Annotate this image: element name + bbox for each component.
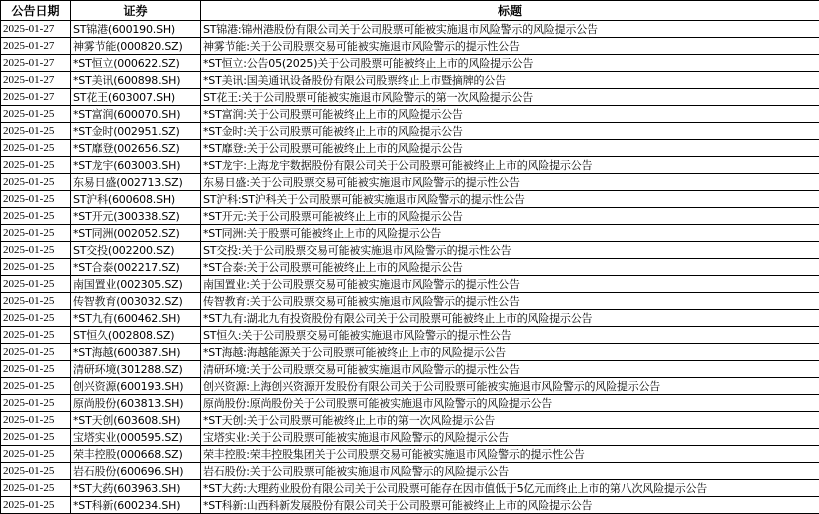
cell-date: 2025-01-25 (1, 242, 71, 259)
cell-title: 神雾节能:关于公司股票交易可能被实施退市风险警示的提示性公告 (201, 38, 819, 55)
header-row (1, 1, 819, 21)
cell-title: *ST龙宇:上海龙宇数据股份有限公司关于公司股票可能被终止上市的风险提示公告 (201, 157, 819, 174)
cell-date: 2025-01-27 (1, 55, 71, 72)
cell-security: ST花王(603007.SH) (71, 89, 201, 106)
cell-security: 荣丰控股(000668.SZ) (71, 446, 201, 463)
cell-date: 2025-01-25 (1, 378, 71, 395)
cell-title: ST锦港:锦州港股份有限公司关于公司股票可能被实施退市风险警示的风险提示公告 (201, 21, 819, 38)
cell-security: 宝塔实业(000595.SZ) (71, 429, 201, 446)
cell-title: 东易日盛:关于公司股票交易可能被实施退市风险警示的提示性公告 (201, 174, 819, 191)
cell-date: 2025-01-27 (1, 21, 71, 38)
cell-date: 2025-01-27 (1, 38, 71, 55)
table-row (1, 242, 819, 259)
cell-security: *ST同洲(002052.SZ) (71, 225, 201, 242)
table-row (1, 89, 819, 106)
table-row (1, 497, 819, 514)
cell-security: ST恒久(002808.SZ) (71, 327, 201, 344)
cell-title: 荣丰控股:荣丰控股集团关于公司股票交易可能被实施退市风险警示的提示性公告 (201, 446, 819, 463)
cell-title: *ST恒立:公告05(2025)关于公司股票可能被终止上市的风险提示公告 (201, 55, 819, 72)
table-row (1, 412, 819, 429)
cell-date: 2025-01-25 (1, 140, 71, 157)
cell-security: 创兴资源(600193.SH) (71, 378, 201, 395)
cell-security: *ST大药(603963.SH) (71, 480, 201, 497)
table-row (1, 463, 819, 480)
cell-title: *ST同洲:关于股票可能被终止上市的风险提示公告 (201, 225, 819, 242)
cell-title: *ST九有:湖北九有投资股份有限公司关于公司股票可能被终止上市的风险提示公告 (201, 310, 819, 327)
cell-security: 神雾节能(000820.SZ) (71, 38, 201, 55)
cell-title: *ST天创:关于公司股票可能被终止上市的第一次风险提示公告 (201, 412, 819, 429)
cell-security: *ST美讯(600898.SH) (71, 72, 201, 89)
table-row (1, 361, 819, 378)
table-row (1, 327, 819, 344)
cell-security: *ST富润(600070.SH) (71, 106, 201, 123)
cell-title: *ST大药:大理药业股份有限公司关于公司股票可能存在因市值低于5亿元而终止上市的第八次风险提示公告 (201, 480, 819, 497)
table-row (1, 429, 819, 446)
cell-security: *ST开元(300338.SZ) (71, 208, 201, 225)
table-row (1, 259, 819, 276)
cell-title: 宝塔实业:关于公司股票可能被实施退市风险警示的风险提示公告 (201, 429, 819, 446)
cell-date: 2025-01-25 (1, 480, 71, 497)
cell-title: ST交投:关于公司股票交易可能被实施退市风险警示的提示性公告 (201, 242, 819, 259)
cell-title: 南国置业:关于公司股票交易可能被实施退市风险警示的提示性公告 (201, 276, 819, 293)
cell-date: 2025-01-25 (1, 157, 71, 174)
header-title: 标题 (201, 1, 819, 21)
table-row (1, 72, 819, 89)
cell-security: *ST海越(600387.SH) (71, 344, 201, 361)
cell-title: ST恒久:关于公司股票交易可能被实施退市风险警示的提示性公告 (201, 327, 819, 344)
cell-title: *ST开元:关于公司股票可能被终止上市的风险提示公告 (201, 208, 819, 225)
cell-security: 东易日盛(002713.SZ) (71, 174, 201, 191)
header-security: 证券 (71, 1, 201, 21)
table-row (1, 21, 819, 38)
cell-date: 2025-01-25 (1, 174, 71, 191)
table-row (1, 123, 819, 140)
cell-date: 2025-01-25 (1, 123, 71, 140)
cell-title: 清研环境:关于公司股票交易可能被实施退市风险警示的提示性公告 (201, 361, 819, 378)
cell-title: ST沪科:ST沪科关于公司股票可能被实施退市风险警示的提示性公告 (201, 191, 819, 208)
cell-date: 2025-01-25 (1, 259, 71, 276)
table-row (1, 378, 819, 395)
cell-title: *ST美讯:国美通讯设备股份有限公司股票终止上市暨摘牌的公告 (201, 72, 819, 89)
cell-date: 2025-01-25 (1, 361, 71, 378)
cell-date: 2025-01-25 (1, 310, 71, 327)
header-date: 公告日期 (1, 1, 71, 21)
cell-title: *ST海越:海越能源关于公司股票可能被终止上市的风险提示公告 (201, 344, 819, 361)
cell-date: 2025-01-25 (1, 276, 71, 293)
cell-title: ST花王:关于公司股票可能被实施退市风险警示的第一次风险提示公告 (201, 89, 819, 106)
table-row (1, 106, 819, 123)
table-row (1, 480, 819, 497)
cell-security: *ST金时(002951.SZ) (71, 123, 201, 140)
cell-date: 2025-01-25 (1, 463, 71, 480)
cell-date: 2025-01-25 (1, 344, 71, 361)
table-row (1, 191, 819, 208)
cell-security: *ST靡登(002656.SZ) (71, 140, 201, 157)
cell-security: 清研环境(301288.SZ) (71, 361, 201, 378)
table-row (1, 38, 819, 55)
cell-date: 2025-01-25 (1, 191, 71, 208)
table-row (1, 293, 819, 310)
cell-security: 岩石股份(600696.SH) (71, 463, 201, 480)
cell-security: 传智教育(003032.SZ) (71, 293, 201, 310)
cell-security: 南国置业(002305.SZ) (71, 276, 201, 293)
cell-security: *ST科新(600234.SH) (71, 497, 201, 514)
cell-title: 创兴资源:上海创兴资源开发股份有限公司关于公司股票可能被实施退市风险警示的风险提示公告 (201, 378, 819, 395)
cell-date: 2025-01-25 (1, 429, 71, 446)
cell-title: *ST富润:关于公司股票可能被终止上市的风险提示公告 (201, 106, 819, 123)
cell-date: 2025-01-25 (1, 446, 71, 463)
table-row (1, 446, 819, 463)
table-row (1, 310, 819, 327)
cell-security: *ST恒立(000622.SZ) (71, 55, 201, 72)
cell-date: 2025-01-25 (1, 395, 71, 412)
cell-date: 2025-01-25 (1, 225, 71, 242)
table-row (1, 208, 819, 225)
cell-security: 原尚股份(603813.SH) (71, 395, 201, 412)
cell-title: *ST靡登:关于公司股票可能被终止上市的风险提示公告 (201, 140, 819, 157)
cell-date: 2025-01-27 (1, 89, 71, 106)
cell-date: 2025-01-25 (1, 327, 71, 344)
cell-date: 2025-01-25 (1, 208, 71, 225)
table-row (1, 157, 819, 174)
cell-security: *ST天创(603608.SH) (71, 412, 201, 429)
table-row (1, 55, 819, 72)
cell-title: 岩石股份:关于公司股票可能被实施退市风险警示的风险提示公告 (201, 463, 819, 480)
cell-security: *ST合泰(002217.SZ) (71, 259, 201, 276)
table-row (1, 225, 819, 242)
cell-title: 传智教育:关于公司股票交易可能被实施退市风险警示的提示性公告 (201, 293, 819, 310)
cell-security: ST交投(002200.SZ) (71, 242, 201, 259)
table-row (1, 174, 819, 191)
cell-date: 2025-01-25 (1, 412, 71, 429)
cell-date: 2025-01-25 (1, 293, 71, 310)
table-row (1, 276, 819, 293)
cell-title: *ST科新:山西科新发展股份有限公司关于公司股票可能被终止上市的风险提示公告 (201, 497, 819, 514)
cell-title: *ST金时:关于公司股票可能被终止上市的风险提示公告 (201, 123, 819, 140)
cell-title: *ST合泰:关于公司股票可能被终止上市的风险提示公告 (201, 259, 819, 276)
cell-title: 原尚股份:原尚股份关于公司股票可能被实施退市风险警示的风险提示公告 (201, 395, 819, 412)
cell-security: *ST九有(600462.SH) (71, 310, 201, 327)
cell-security: *ST龙宇(603003.SH) (71, 157, 201, 174)
table-body (1, 21, 819, 514)
cell-security: ST沪科(600608.SH) (71, 191, 201, 208)
cell-date: 2025-01-25 (1, 106, 71, 123)
cell-date: 2025-01-25 (1, 497, 71, 514)
cell-security: ST锦港(600190.SH) (71, 21, 201, 38)
table-row (1, 395, 819, 412)
table-row (1, 140, 819, 157)
cell-date: 2025-01-27 (1, 72, 71, 89)
table-row (1, 344, 819, 361)
